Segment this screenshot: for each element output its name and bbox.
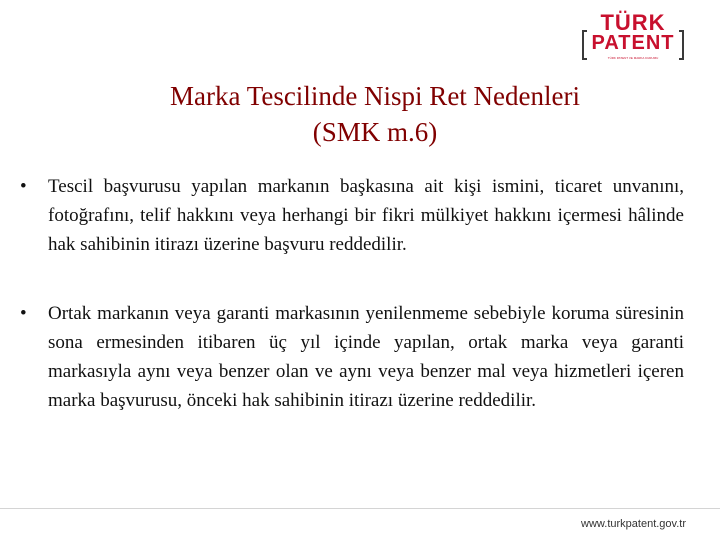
bullet-marker: • — [20, 176, 27, 197]
logo-tagline: TÜRK PATENT VE MARKA KURUMU — [607, 56, 659, 60]
footer-divider — [0, 508, 720, 509]
bullet-item — [20, 172, 684, 259]
footer-url: www.turkpatent.gov.tr — [581, 518, 686, 530]
bullet-text: Tescil başvurusu yapılan markanın başkasına ait kişi ismini, ticaret unvanını, fotoğrafını, telif hakkını veya herhangi bir fikri mülkiyet hakkını içermesi hâlinde hak sahibinin itirazı üzerine başvuru reddedilir. — [48, 176, 684, 255]
logo-bracket-left — [582, 30, 587, 60]
bullet-item — [20, 299, 684, 415]
logo-text-patent: PATENT — [591, 32, 675, 54]
bullet-marker: • — [20, 303, 27, 324]
logo-bracket-right — [679, 30, 684, 60]
turkpatent-logo — [580, 10, 686, 66]
logo-text-turk: TÜRK — [600, 10, 666, 35]
slide-title — [40, 78, 710, 150]
slide-title-line1: Marka Tescilinde Nispi Ret Nedenleri — [170, 81, 580, 111]
bullet-list — [20, 172, 684, 415]
bullet-text: Ortak markanın veya garanti markasının yenilenmeme sebebiyle koruma süresinin sona ermesinden itibaren üç yıl içinde yapılan, ortak marka veya garanti markasıyla aynı veya benzer olan ve aynı veya benzer mal veya hizmetleri içeren marka başvurusu, önceki hak sahibinin itirazı üzerine reddedilir. — [48, 303, 684, 411]
slide-title-line2: (SMK m.6) — [312, 117, 438, 147]
